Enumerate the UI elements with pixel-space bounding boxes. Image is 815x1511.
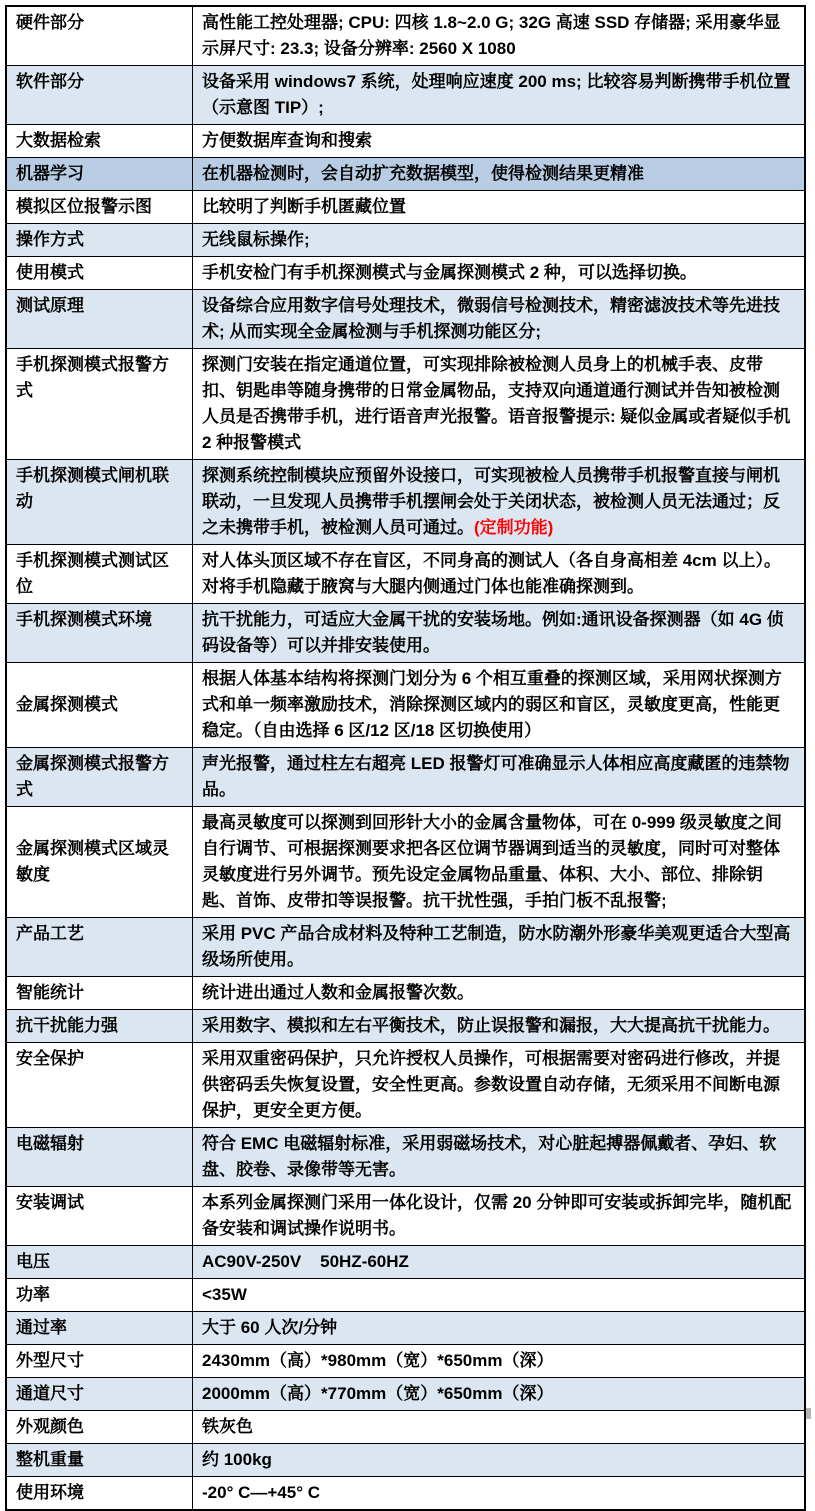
table-row [6, 1279, 805, 1312]
spec-value-text: 高性能工控处理器; CPU: 四核 1.8~2.0 G; 32G 高速 SSD 存储器; 采用豪华显示屏尺寸: 23.3; 设备分辨率: 2560 X 1080 [202, 13, 781, 58]
table-row [6, 1345, 805, 1378]
spec-label-cell: 金属探测模式报警方式 [6, 748, 193, 807]
table-row [6, 1477, 805, 1511]
spec-label-cell: 手机探测模式报警方式 [6, 349, 193, 460]
table-row [6, 918, 805, 977]
table-row [6, 545, 805, 604]
spec-label-cell: 手机探测模式环境 [6, 604, 193, 663]
spec-value-highlight: (定制功能) [474, 518, 554, 537]
table-row [6, 748, 805, 807]
table-row [6, 1010, 805, 1043]
spec-value-text: 本系列金属探测门采用一体化设计，仅需 20 分钟即可安装或拆卸完毕，随机配备安装和调试操作说明书。 [202, 1193, 792, 1238]
product-spec-table [5, 5, 806, 1511]
spec-value-text: 铁灰色 [202, 1417, 253, 1436]
table-row [6, 1411, 805, 1444]
spec-value-text: 手机安检门有手机探测模式与金属探测模式 2 种，可以选择切换。 [202, 263, 697, 282]
spec-label-cell: 使用模式 [6, 257, 193, 290]
spec-label-cell: 安全保护 [6, 1043, 193, 1128]
spec-value-cell [193, 460, 806, 545]
spec-label-cell: 产品工艺 [6, 918, 193, 977]
spec-value-cell [193, 158, 806, 191]
spec-value-text: 在机器检测时，会自动扩充数据模型，使得检测结果更精准 [202, 164, 644, 183]
spec-label-cell: 安装调试 [6, 1187, 193, 1246]
spec-value-text: 设备综合应用数字信号处理技术，微弱信号检测技术，精密滤波技术等先进技术; 从而实现全金属检测与手机探测功能区分; [202, 296, 780, 341]
spec-table-body [6, 6, 805, 1510]
table-row [6, 1187, 805, 1246]
table-row [6, 257, 805, 290]
spec-value-cell [193, 748, 806, 807]
table-row [6, 125, 805, 158]
spec-label-cell: 通过率 [6, 1312, 193, 1345]
spec-label-cell: 金属探测模式 [6, 663, 193, 748]
spec-label-cell: 金属探测模式区域灵敏度 [6, 807, 193, 918]
spec-value-text: 根据人体基本结构将探测门划分为 6 个相互重叠的探测区域，采用网状探测方式和单一频率激励技术，消除探测区域内的弱区和盲区，灵敏度更高，性能更稳定。（自由选择 6 区/12 区/18 区切换使用） [202, 669, 782, 740]
table-row [6, 1128, 805, 1187]
spec-value-text: 采用 PVC 产品合成材料及特种工艺制造，防水防潮外形豪华美观更适合大型高级场所使用。 [202, 924, 791, 969]
spec-label-cell: 功率 [6, 1279, 193, 1312]
spec-label-cell: 硬件部分 [6, 6, 193, 66]
table-row [6, 1312, 805, 1345]
spec-label-cell: 电磁辐射 [6, 1128, 193, 1187]
spec-label-cell: 大数据检索 [6, 125, 193, 158]
spec-value-cell [193, 1378, 806, 1411]
spec-value-cell [193, 6, 806, 66]
spec-value-cell [193, 1128, 806, 1187]
table-resize-handle-artifact [806, 1408, 811, 1419]
spec-value-cell [193, 1246, 806, 1279]
spec-label-cell: 电压 [6, 1246, 193, 1279]
spec-value-text: 无线鼠标操作; [202, 230, 310, 249]
spec-value-text: 探测系统控制模块应预留外设接口，可实现被检人员携带手机报警直接与闸机联动，一旦发现人员携带手机摆闸会处于关闭状态，被检测人员无法通过；反之未携带手机，被检测人员可通过。 [202, 466, 780, 537]
spec-value-cell [193, 1187, 806, 1246]
table-row [6, 158, 805, 191]
table-row [6, 349, 805, 460]
spec-value-cell [193, 349, 806, 460]
spec-value-text: 大于 60 人次/分钟 [202, 1318, 338, 1337]
spec-label-cell: 整机重量 [6, 1444, 193, 1477]
spec-label-cell: 使用环境 [6, 1477, 193, 1511]
spec-value-text: 探测门安装在指定通道位置，可实现排除被检测人员身上的机械手表、皮带扣、钥匙串等随身携带的日常金属物品，支持双向通道通行测试并告知被检测人员是否携带手机，进行语音声光报警。语音报警提示: 疑似金属或者疑似手机 2 种报警模式 [202, 355, 796, 452]
spec-value-text: 设备采用 windows7 系统，处理响应速度 200 ms; 比较容易判断携带手机位置（示意图 TIP）; [202, 72, 791, 117]
spec-label-cell: 外型尺寸 [6, 1345, 193, 1378]
spec-value-text: 2000mm（高）*770mm（宽）*650mm（深） [202, 1384, 554, 1403]
spec-label-cell: 操作方式 [6, 224, 193, 257]
spec-value-text: 符合 EMC 电磁辐射标准，采用弱磁场技术，对心脏起搏器佩戴者、孕妇、软盘、胶卷、录像带等无害。 [202, 1134, 777, 1179]
spec-label-cell: 手机探测模式闸机联动 [6, 460, 193, 545]
table-row [6, 224, 805, 257]
spec-value-cell [193, 1010, 806, 1043]
spec-value-text: 抗干扰能力，可适应大金属干扰的安装场地。例如:通讯设备探测器（如 4G 侦码设备等）可以并排安装使用。 [202, 610, 784, 655]
spec-value-text: AC90V-250V 50HZ-60HZ [202, 1252, 409, 1271]
table-row [6, 807, 805, 918]
spec-value-text: 声光报警，通过柱左右超亮 LED 报警灯可准确显示人体相应高度藏匿的违禁物品。 [202, 754, 790, 799]
spec-label-cell: 机器学习 [6, 158, 193, 191]
spec-value-text: 采用数字、模拟和左右平衡技术，防止误报警和漏报，大大提高抗干扰能力。 [202, 1016, 780, 1035]
spec-value-text: 采用双重密码保护，只允许授权人员操作，可根据需要对密码进行修改，并提供密码丢失恢复设置，安全性更高。参数设置自动存储，无须采用不间断电源保护，更安全更方便。 [202, 1049, 780, 1120]
spec-value-cell [193, 977, 806, 1010]
spec-label-cell: 软件部分 [6, 66, 193, 125]
spec-value-cell [193, 1411, 806, 1444]
spec-value-cell [193, 1279, 806, 1312]
spec-value-cell [193, 1312, 806, 1345]
spec-label-cell: 模拟区位报警示图 [6, 191, 193, 224]
table-row [6, 977, 805, 1010]
spec-value-cell [193, 224, 806, 257]
spec-value-cell [193, 66, 806, 125]
spec-value-cell [193, 1477, 806, 1511]
spec-value-cell [193, 545, 806, 604]
spec-label-cell: 通道尺寸 [6, 1378, 193, 1411]
spec-value-text: 方便数据库查询和搜索 [202, 131, 372, 150]
spec-value-cell [193, 257, 806, 290]
spec-value-text: <35W [202, 1285, 247, 1304]
spec-value-text: -20° C—+45° C [202, 1483, 321, 1502]
table-row [6, 663, 805, 748]
spec-value-cell [193, 663, 806, 748]
spec-value-text: 统计进出通过人数和金属报警次数。 [202, 983, 474, 1002]
table-row [6, 1043, 805, 1128]
spec-label-cell: 手机探测模式测试区位 [6, 545, 193, 604]
table-row [6, 1378, 805, 1411]
table-row [6, 1444, 805, 1477]
spec-value-cell [193, 1444, 806, 1477]
spec-value-cell [193, 125, 806, 158]
spec-value-text: 2430mm（高）*980mm（宽）*650mm（深） [202, 1351, 554, 1370]
spec-value-cell [193, 1043, 806, 1128]
spec-value-cell [193, 807, 806, 918]
table-row [6, 191, 805, 224]
spec-value-cell [193, 191, 806, 224]
table-row [6, 290, 805, 349]
spec-value-text: 比较明了判断手机匿藏位置 [202, 197, 406, 216]
spec-value-text: 最高灵敏度可以探测到回形针大小的金属含量物体，可在 0-999 级灵敏度之间自行调节、可根据探测要求把各区位调节器调到适当的灵敏度，同时可对整体灵敏度进行另外调节。预先设定金属物品重量、体积、大小、部位、排除钥匙、首饰、皮带扣等误报警。抗干扰性强，手拍门板不乱报警; [202, 813, 782, 910]
spec-value-text: 约 100kg [202, 1450, 272, 1469]
spec-value-cell [193, 290, 806, 349]
spec-value-cell [193, 1345, 806, 1378]
table-row [6, 6, 805, 66]
spec-value-text: 对人体头顶区域不存在盲区，不同身高的测试人（各自身高相差 4cm 以上）。对将手机隐藏于腋窝与大腿内侧通过门体也能准确探测到。 [202, 551, 781, 596]
spec-label-cell: 外观颜色 [6, 1411, 193, 1444]
spec-value-cell [193, 604, 806, 663]
table-row [6, 66, 805, 125]
spec-label-cell: 测试原理 [6, 290, 193, 349]
spec-label-cell: 抗干扰能力强 [6, 1010, 193, 1043]
spec-value-cell [193, 918, 806, 977]
table-row [6, 604, 805, 663]
spec-label-cell: 智能统计 [6, 977, 193, 1010]
table-row [6, 1246, 805, 1279]
table-row [6, 460, 805, 545]
